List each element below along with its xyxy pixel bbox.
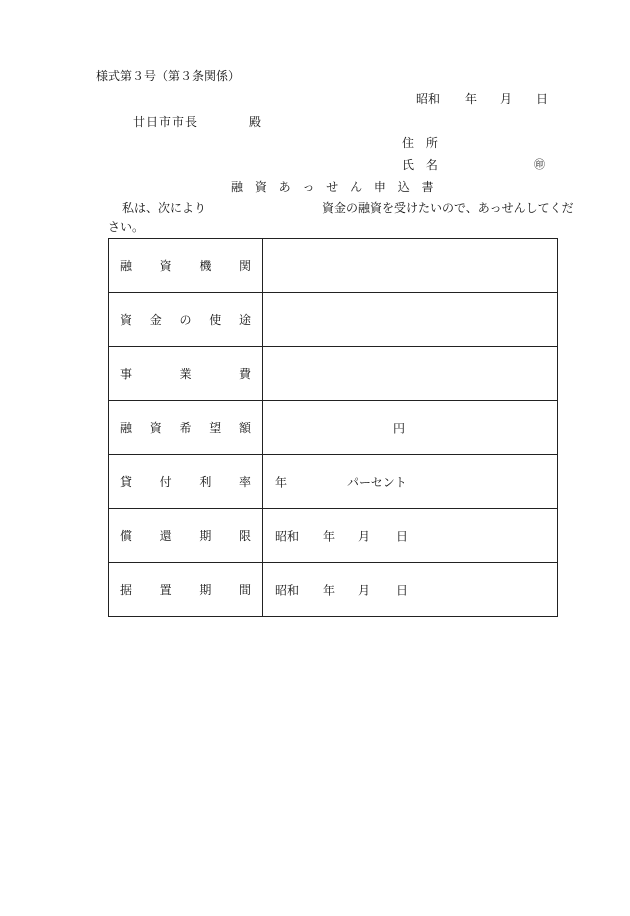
address-label: 住 所 (402, 136, 438, 150)
row-label-char: 率 (238, 475, 251, 489)
row-label-char: 償 (120, 529, 133, 543)
row-label-char: 利 (199, 475, 212, 489)
honorific: 殿 (249, 115, 262, 129)
row-label-char: 業 (179, 367, 192, 381)
row-label-char: 費 (238, 367, 251, 381)
row-label-char: 据 (120, 583, 133, 597)
row-label-char: 途 (238, 313, 251, 327)
name-label: 氏 名 (402, 158, 438, 172)
date-era: 昭和 (416, 92, 441, 106)
row-label-char: の (179, 313, 192, 327)
row-label (109, 293, 263, 347)
row-value-text: 日 (396, 583, 409, 597)
row-label (109, 509, 263, 563)
table-row (109, 293, 558, 347)
row-label-char: 置 (159, 583, 172, 597)
row-label-char: 使 (209, 313, 222, 327)
table-row (109, 401, 558, 455)
row-value-text: 円 (393, 421, 406, 435)
row-label (109, 347, 263, 401)
form-title: 融 資 あ っ せ ん 申 込 書 (231, 180, 434, 194)
row-value-field[interactable] (263, 239, 558, 293)
row-label-char: 資 (159, 259, 172, 273)
row-label-char: 融 (120, 259, 133, 273)
seal-mark: ㊞ (534, 158, 545, 171)
addressee: 廿日市市長 (133, 115, 199, 129)
row-value-field[interactable] (263, 401, 558, 455)
row-value-text: 日 (396, 529, 409, 543)
date-day: 日 (536, 92, 549, 106)
row-label-char: 関 (238, 259, 251, 273)
row-label-char: 期 (199, 583, 212, 597)
row-value-field[interactable] (263, 563, 558, 617)
row-value-text: 月 (358, 583, 371, 597)
date-month: 月 (500, 92, 513, 106)
row-value-field[interactable] (263, 509, 558, 563)
row-value-text: 昭和 (275, 529, 300, 543)
table-row (109, 347, 558, 401)
row-label-char: 望 (209, 421, 222, 435)
row-value-text: 年 (323, 583, 336, 597)
table-row (109, 509, 558, 563)
row-label-char: 融 (120, 421, 133, 435)
application-table (108, 238, 558, 617)
row-label-char: 資 (149, 421, 162, 435)
row-label-char: 間 (238, 583, 251, 597)
intro-text-part1: 私は、次により (122, 201, 207, 215)
row-value-field[interactable] (263, 347, 558, 401)
row-label (109, 401, 263, 455)
row-label-char: 事 (120, 367, 133, 381)
row-label-char: 機 (199, 259, 212, 273)
row-label-char: 期 (199, 529, 212, 543)
intro-text-line2: さい。 (108, 220, 145, 234)
row-value-text: パーセント (347, 475, 407, 489)
row-value-text: 月 (358, 529, 371, 543)
row-label (109, 563, 263, 617)
row-label-char: 金 (149, 313, 162, 327)
date-year: 年 (465, 92, 478, 106)
row-value-field[interactable] (263, 293, 558, 347)
table-row (109, 455, 558, 509)
row-label-char: 額 (238, 421, 251, 435)
table-row (109, 239, 558, 293)
row-label-char: 希 (179, 421, 192, 435)
row-value-text: 年 (323, 529, 336, 543)
row-value-text: 昭和 (275, 583, 300, 597)
row-value-text: 年 (275, 475, 288, 489)
row-label-char: 資 (120, 313, 133, 327)
row-label (109, 239, 263, 293)
row-label-char: 付 (159, 475, 172, 489)
intro-text-part2: 資金の融資を受けたいので、あっせんしてくだ (322, 201, 574, 215)
table-row (109, 563, 558, 617)
row-label (109, 455, 263, 509)
form-number: 様式第３号（第３条関係） (96, 69, 241, 83)
row-label-char: 限 (238, 529, 251, 543)
row-value-field[interactable] (263, 455, 558, 509)
row-label-char: 貸 (120, 475, 133, 489)
row-label-char: 還 (159, 529, 172, 543)
